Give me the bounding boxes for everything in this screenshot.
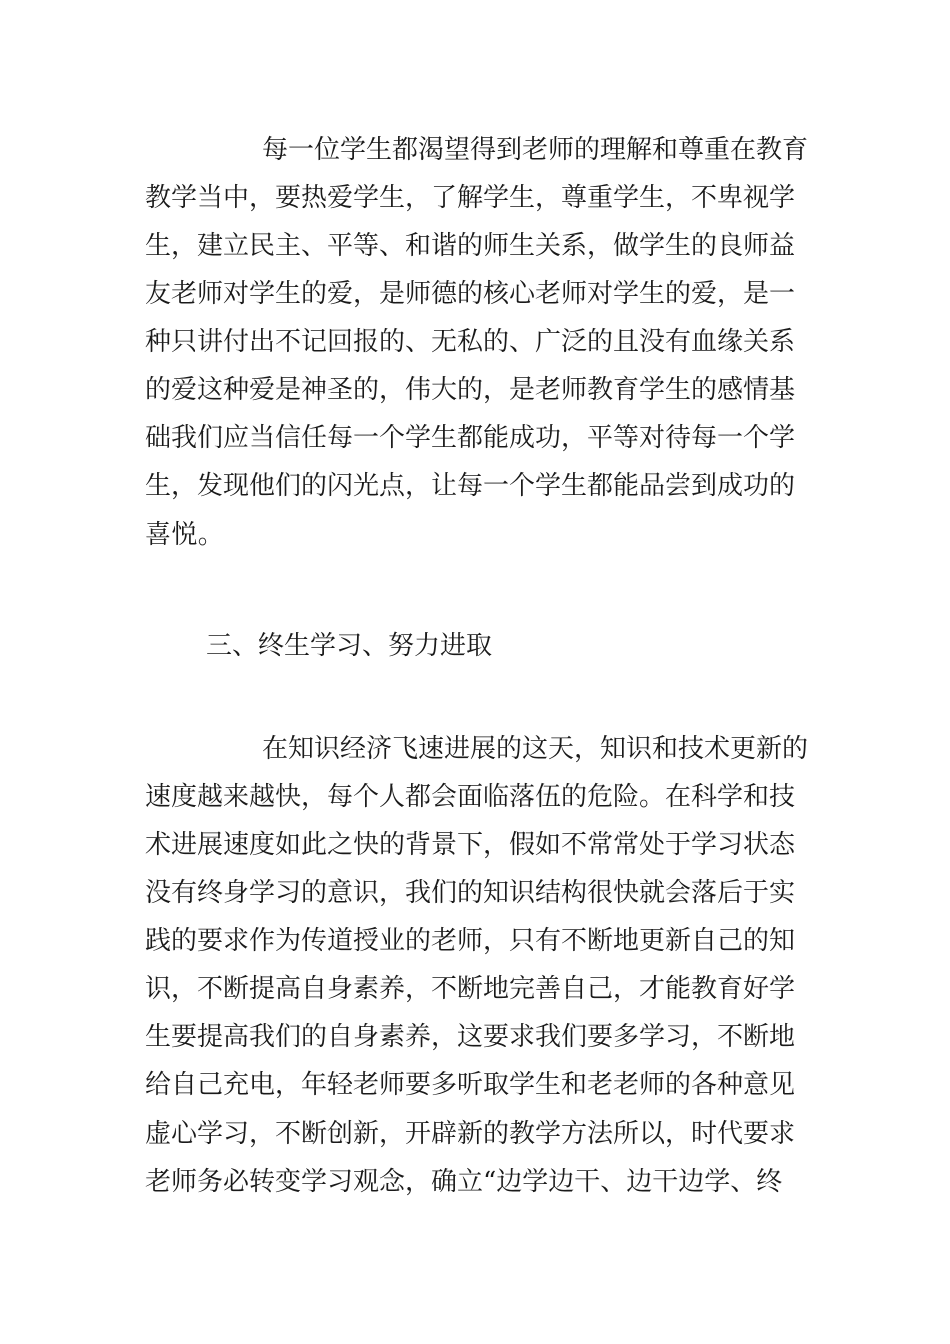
- text-line: 础我们应当信任每一个学生都能成功，平等对待每一个学: [145, 423, 796, 453]
- text-line: 在知识经济飞速进展的这天，知识和技术更新的: [262, 734, 809, 764]
- text-line: 速度越来越快，每个人都会面临落伍的危险。在科学和技: [145, 782, 796, 812]
- text-line: 生要提高我们的自身素养，这要求我们要多学习，不断地: [145, 1022, 796, 1052]
- text-line: 生，发现他们的闪光点，让每一个学生都能品尝到成功的: [145, 471, 796, 501]
- text-line: 没有终身学习的意识，我们的知识结构很快就会落后于实: [145, 878, 796, 908]
- text-line: 每一位学生都渴望得到老师的理解和尊重在教育: [262, 135, 809, 165]
- text-line: 友老师对学生的爱，是师德的核心老师对学生的爱，是一: [145, 279, 796, 309]
- text-line: 老师务必转变学习观念，确立“边学边干、边干边学、终: [145, 1167, 783, 1197]
- text-line: 给自己充电，年轻老师要多听取学生和老老师的各种意见: [145, 1070, 796, 1100]
- section-heading: 三、终生学习、努力进取: [206, 631, 493, 661]
- text-line: 虚心学习，不断创新，开辟新的教学方法所以，时代要求: [145, 1119, 796, 1149]
- text-line: 践的要求作为传道授业的老师，只有不断地更新自己的知: [145, 926, 796, 956]
- text-line: 生，建立民主、平等、和谐的师生关系，做学生的良师益: [145, 231, 796, 261]
- text-line: 术进展速度如此之快的背景下，假如不常常处于学习状态: [145, 830, 796, 860]
- text-line: 喜悦。: [145, 520, 225, 550]
- text-line: 识，不断提高自身素养，不断地完善自己，才能教育好学: [145, 974, 796, 1004]
- text-line: 教学当中，要热爱学生，了解学生，尊重学生，不卑视学: [145, 183, 796, 213]
- text-line: 种只讲付出不记回报的、无私的、广泛的且没有血缘关系: [145, 327, 796, 357]
- text-line: 的爱这种爱是神圣的，伟大的，是老师教育学生的感情基: [145, 375, 796, 405]
